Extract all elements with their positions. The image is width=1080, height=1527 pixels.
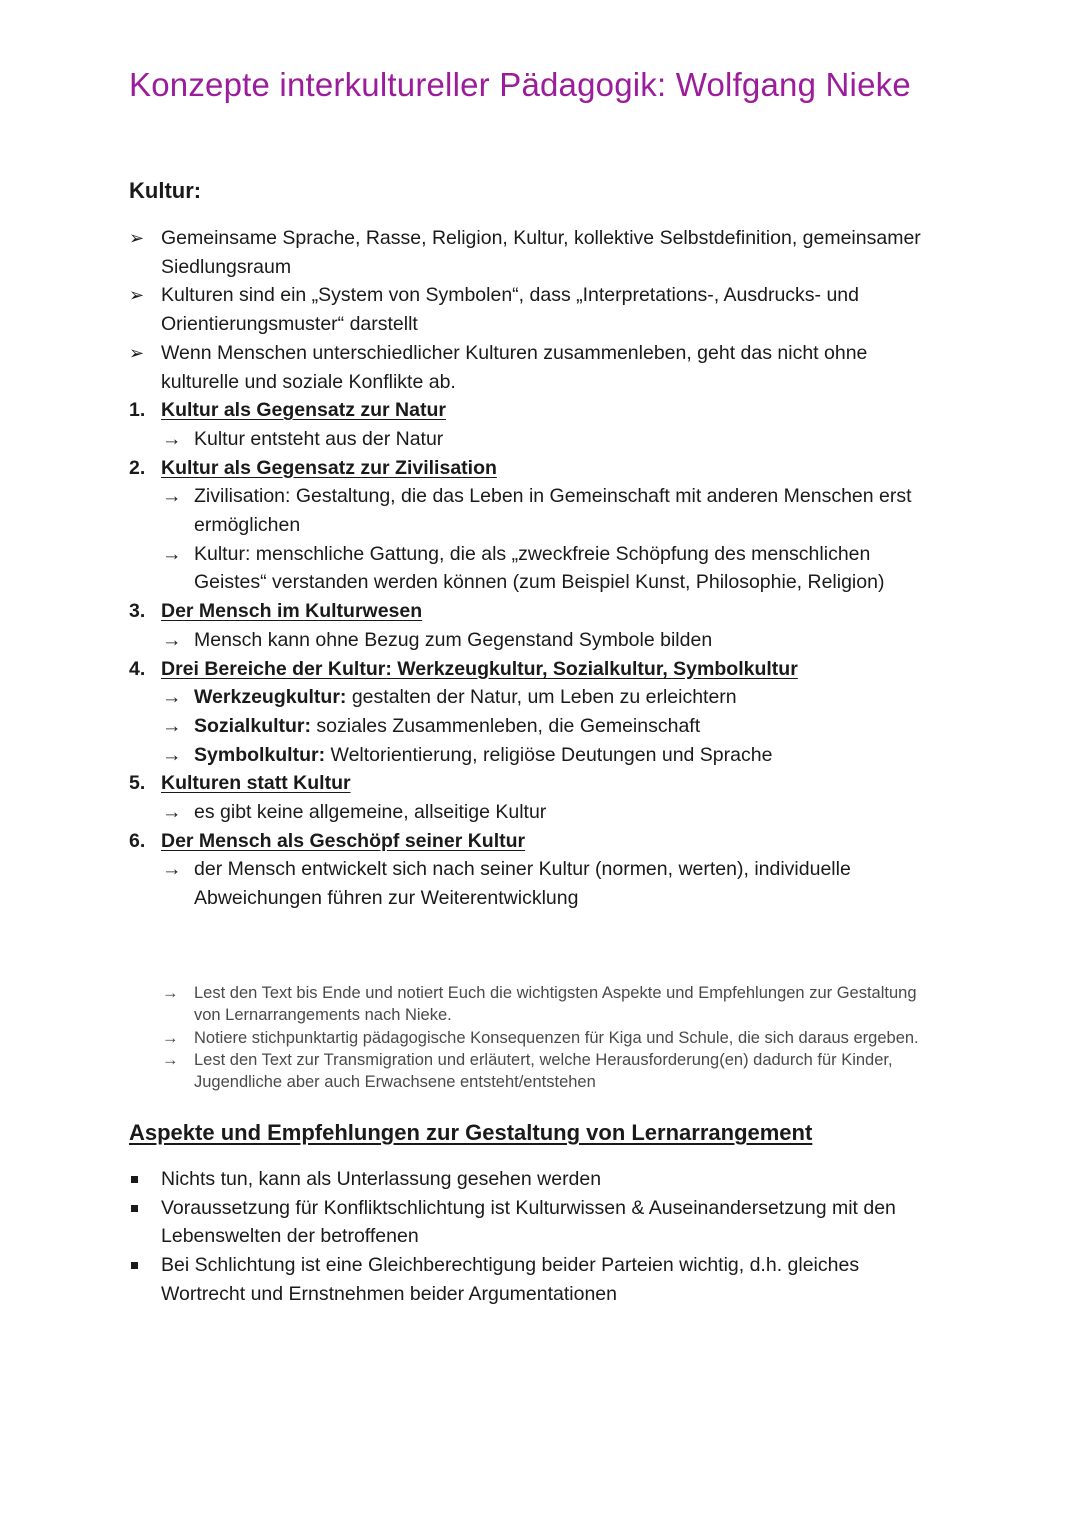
right-arrow-icon: → xyxy=(162,743,182,766)
list-item: Nichts tun, kann als Unterlassung gesehen werden xyxy=(129,1165,959,1194)
item-number: 4. xyxy=(129,657,146,680)
list-item: Bei Schlichtung ist eine Gleichberechtigung beider Parteien wichtig, d.h. gleiches Wortrecht und Ernstnehmen beider Argumentationen xyxy=(129,1251,959,1308)
right-arrow-icon: → xyxy=(162,1028,179,1047)
arrowhead-bullet-icon: ➢ xyxy=(129,342,145,363)
item-number: 1. xyxy=(129,399,146,422)
sub-item: → Kultur: menschliche Gattung, die als „zweckfreie Schöpfung des menschlichen Geistes“ verstanden werden können (zum Beispiel Kunst, Philosophie, Religion) xyxy=(129,540,959,597)
sub-item: → der Mensch entwickelt sich nach seiner Kultur (normen, werten), individuelle Abweichungen führen zur Weiterentwicklung xyxy=(129,855,959,912)
sub-item: → Mensch kann ohne Bezug zum Gegenstand Symbole bilden xyxy=(129,626,959,655)
right-arrow-icon: → xyxy=(162,1050,179,1069)
page-title: Konzepte interkultureller Pädagogik: Wolfgang Nieke xyxy=(129,66,911,103)
term: Symbolkultur: xyxy=(194,743,326,766)
term: Sozialkultur: xyxy=(194,714,312,737)
right-arrow-icon: → xyxy=(162,542,182,565)
arrowhead-bullet-icon: ➢ xyxy=(129,285,145,306)
item-number: 2. xyxy=(129,456,146,479)
right-arrow-icon: → xyxy=(162,485,182,508)
section-heading-aspekte: Aspekte und Empfehlungen zur Gestaltung von Lernarrangement xyxy=(129,1120,813,1145)
arrowhead-bullet-icon: ➢ xyxy=(129,228,145,248)
sub-item: → Zivilisation: Gestaltung, die das Leben in Gemeinschaft mit anderen Menschen erst ermöglichen xyxy=(129,482,959,539)
sub-item: → Werkzeugkultur: gestalten der Natur, um Leben zu erleichtern xyxy=(129,683,959,712)
list-item: Voraussetzung für Konfliktschlichtung ist Kulturwissen & Auseinandersetzung mit den Lebenswelten der betroffenen xyxy=(129,1194,959,1251)
item-heading: Der Mensch im Kulturwesen xyxy=(161,600,423,623)
instruction-item: → Notiere stichpunktartig pädagogische Konsequenzen für Kiga und Schule, die sich daraus ergeben. xyxy=(162,1027,962,1049)
right-arrow-icon: → xyxy=(162,714,182,737)
item-heading: Kultur als Gegensatz zur Zivilisation xyxy=(161,456,497,479)
numbered-item xyxy=(129,827,959,856)
numbered-item xyxy=(129,396,959,425)
numbered-item xyxy=(129,597,959,626)
kultur-section xyxy=(129,224,959,913)
item-number: 5. xyxy=(129,772,146,795)
item-heading: Drei Bereiche der Kultur: Werkzeugkultur, Sozialkultur, Symbolkultur xyxy=(161,657,798,680)
right-arrow-icon: → xyxy=(162,858,182,881)
aspekte-section xyxy=(129,1165,959,1309)
square-bullet-icon xyxy=(131,1262,138,1269)
task-instructions xyxy=(162,982,962,1093)
instruction-item: → Lest den Text bis Ende und notiert Euch die wichtigsten Aspekte und Empfehlungen zur Gestaltung von Lernarrangements nach Nieke. xyxy=(162,984,917,1025)
right-arrow-icon: → xyxy=(162,801,182,824)
sub-item: → Sozialkultur: soziales Zusammenleben, die Gemeinschaft xyxy=(129,712,959,741)
list-item: ➢ Wenn Menschen unterschiedlicher Kulturen zusammenleben, geht das nicht ohne kulturelle und soziale Konflikte ab. xyxy=(129,339,959,396)
item-heading: Kulturen statt Kultur xyxy=(161,772,351,795)
item-number: 6. xyxy=(129,829,146,852)
right-arrow-icon: → xyxy=(162,984,179,1002)
sub-item: → Symbolkultur: Weltorientierung, religiöse Deutungen und Sprache xyxy=(129,741,959,770)
right-arrow-icon: → xyxy=(162,427,182,450)
sub-item: → Kultur entsteht aus der Natur xyxy=(129,425,959,454)
item-heading: Kultur als Gegensatz zur Natur xyxy=(161,399,446,422)
section-heading-kultur: Kultur: xyxy=(129,178,202,203)
list-item: ➢ Kulturen sind ein „System von Symbolen“, dass „Interpretations-, Ausdrucks- und Orientierungsmuster“ darstellt xyxy=(129,281,959,338)
term: Werkzeugkultur: xyxy=(194,686,347,709)
square-bullet-icon xyxy=(131,1176,138,1183)
list-item: ➢ Gemeinsame Sprache, Rasse, Religion, Kultur, kollektive Selbstdefinition, gemeinsamer Siedlungsraum xyxy=(129,224,959,281)
numbered-item xyxy=(129,769,959,798)
square-bullet-icon xyxy=(131,1205,138,1212)
instruction-item: → Lest den Text zur Transmigration und erläutert, welche Herausforderung(en) dadurch für Kinder, Jugendliche aber auch Erwachsene entsteht/entstehen xyxy=(162,1050,893,1092)
item-heading: Der Mensch als Geschöpf seiner Kultur xyxy=(161,829,526,852)
sub-item: → es gibt keine allgemeine, allseitige Kultur xyxy=(129,798,959,827)
numbered-item xyxy=(129,655,959,684)
item-number: 3. xyxy=(129,600,146,623)
right-arrow-icon: → xyxy=(162,628,182,651)
numbered-item xyxy=(129,454,959,483)
right-arrow-icon: → xyxy=(162,686,182,709)
